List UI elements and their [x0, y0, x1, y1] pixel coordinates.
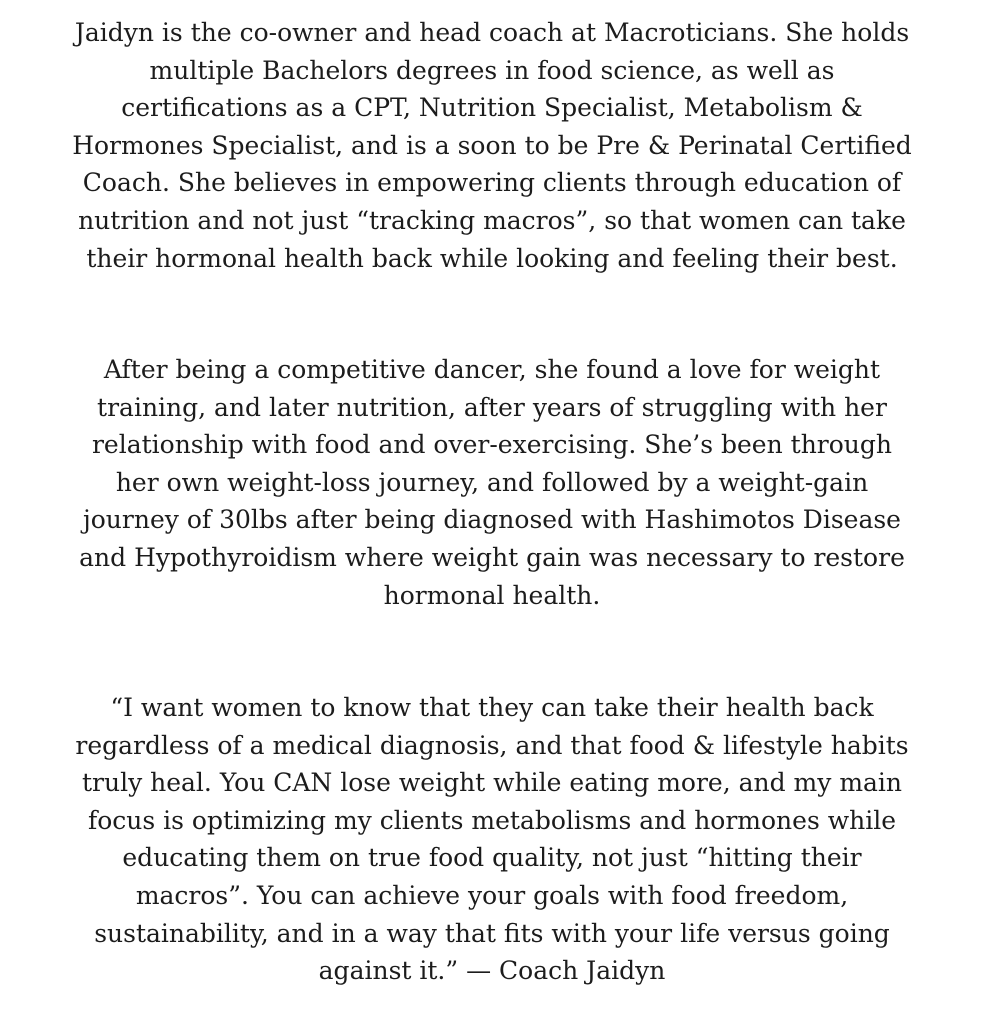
text-line: hormonal health.	[383, 580, 601, 610]
text-line: “I want women to know that they can take their health back	[110, 693, 874, 722]
text-line: Jaidyn is the co-owner and head coach at Macroticians. She holds	[74, 18, 910, 47]
text-line: journey of 30lbs after being diagnosed with Hashimotos Disease	[83, 505, 901, 535]
bio-paragraph-credentials	[0, 14, 984, 277]
bio-paragraph-quote	[0, 689, 984, 990]
text-line: relationship with food and over-exercising. She’s been through	[91, 430, 893, 460]
text-line: their hormonal health back while looking and feeling their best.	[86, 243, 898, 273]
text-line: training, and later nutrition, after years of struggling with her	[97, 392, 887, 422]
text-line: certifications as a CPT, Nutrition Specialist, Metabolism &	[121, 93, 863, 123]
bio-paragraph-journey	[0, 351, 984, 614]
text-line: macros”. You can achieve your goals with food freedom,	[135, 880, 849, 910]
text-line: focus is optimizing my clients metabolisms and hormones while	[87, 805, 897, 835]
text-line: regardless of a medical diagnosis, and that food & lifestyle habits	[75, 730, 909, 760]
text-line: truly heal. You CAN lose weight while eating more, and my main	[81, 768, 903, 798]
text-line: After being a competitive dancer, she found a love for weight	[103, 355, 881, 384]
text-line: against it.” — Coach Jaidyn	[318, 956, 666, 986]
text-line: Coach. She believes in empowering clients through education of	[82, 168, 902, 198]
text-line: sustainability, and in a way that fits with your life versus going	[94, 918, 890, 948]
text-line: nutrition and not just “tracking macros”, so that women can take	[78, 205, 906, 235]
text-line: Hormones Specialist, and is a soon to be Pre & Perinatal Certified	[72, 130, 912, 160]
text-line: and Hypothyroidism where weight gain was necessary to restore	[79, 542, 905, 572]
text-line: educating them on true food quality, not just “hitting their	[122, 843, 862, 873]
text-line: multiple Bachelors degrees in food science, as well as	[149, 55, 835, 85]
text-line: her own weight-loss journey, and followed by a weight-gain	[115, 467, 869, 497]
